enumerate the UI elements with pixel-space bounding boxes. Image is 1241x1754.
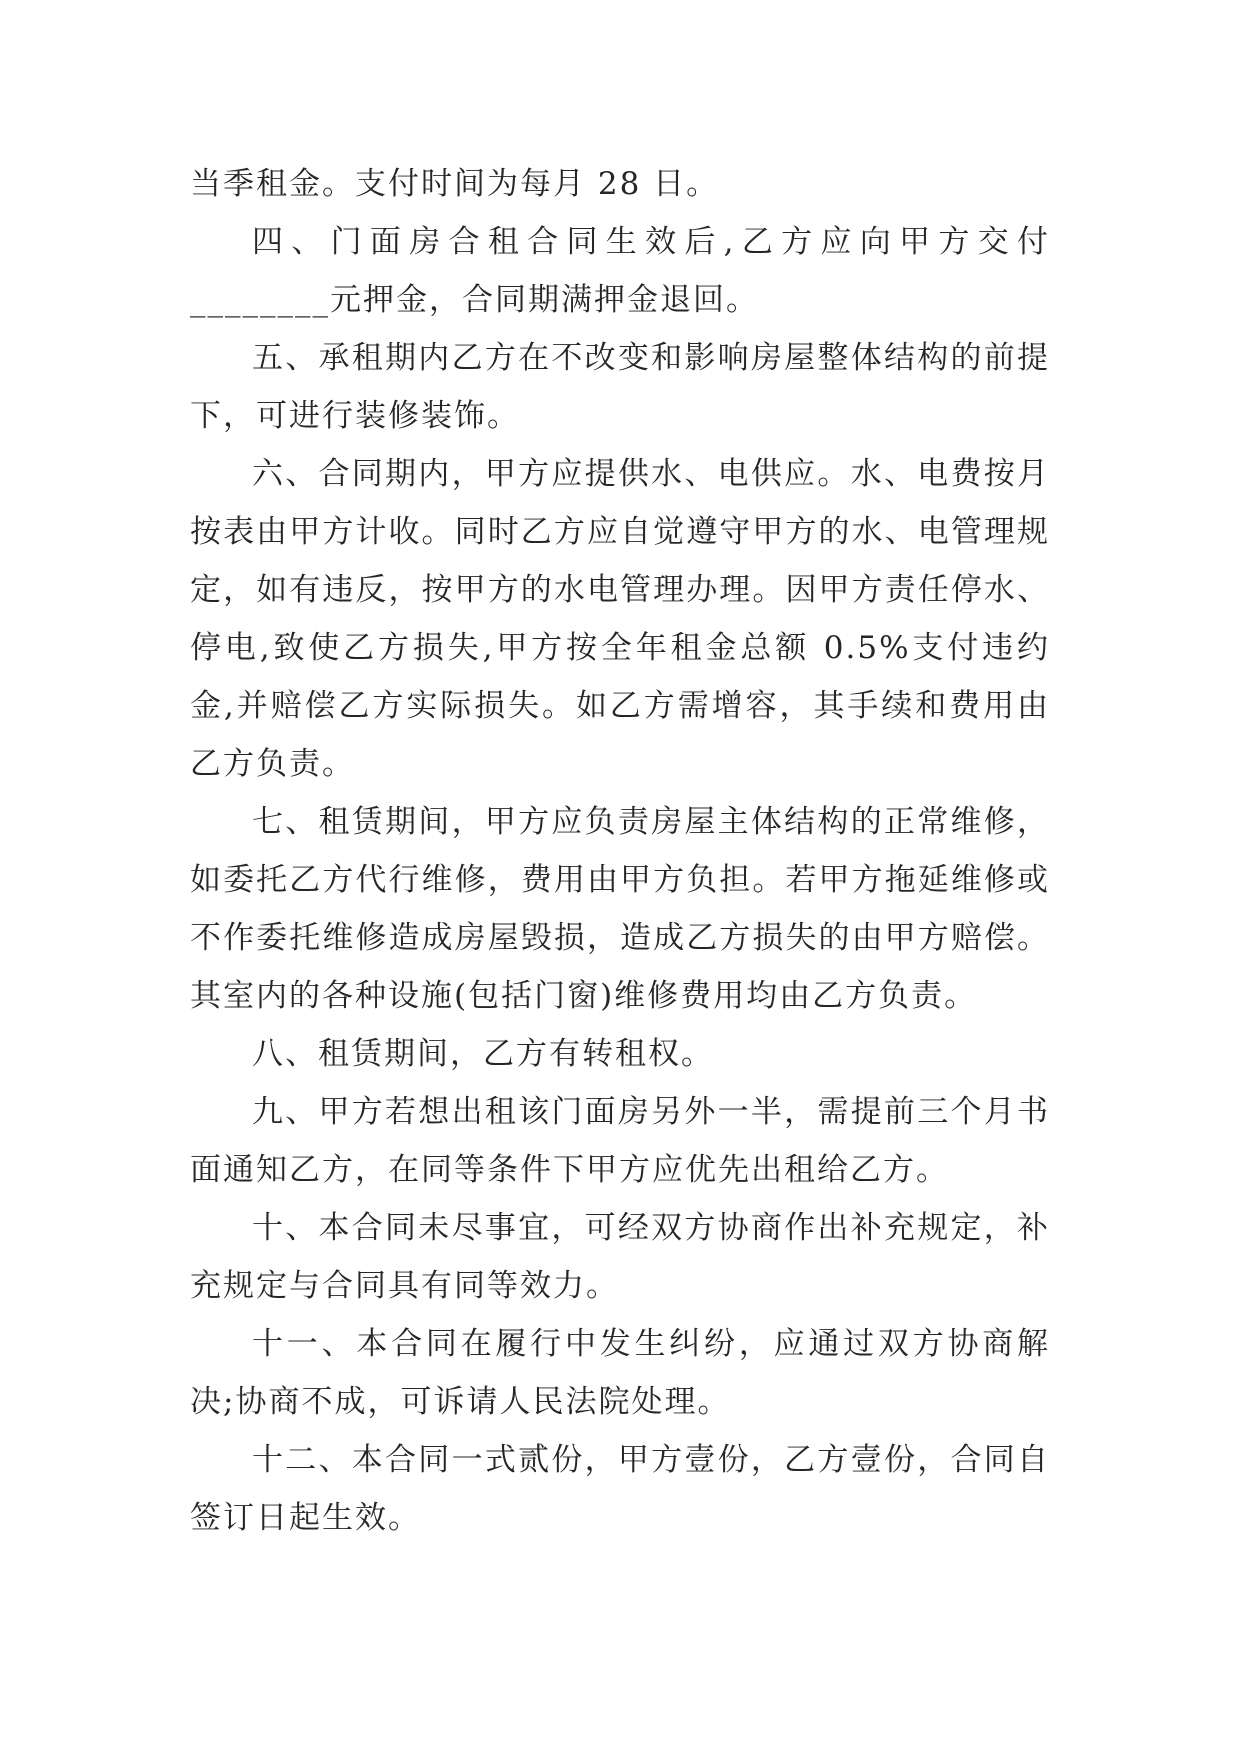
clause-9-priority: 九、甲方若想出租该门面房另外一半，需提前三个月书面通知乙方，在同等条件下甲方应优先出租给乙方。	[190, 1094, 1050, 1188]
document-body	[190, 155, 1050, 1547]
clause-7-maintenance: 七、租赁期间，甲方应负责房屋主体结构的正常维修，如委托乙方代行维修，费用由甲方负担。若甲方拖延维修或不作委托维修造成房屋毁损，造成乙方损失的由甲方赔偿。其室内的各种设施(包括门窗)维修费用均由乙方负责。	[190, 804, 1050, 1014]
clause-8-sublease: 八、租赁期间，乙方有转租权。	[252, 1036, 714, 1072]
clause-4-deposit: 四、门面房合租合同生效后,乙方应向甲方交付________元押金，合同期满押金退回。	[190, 224, 1050, 318]
clause-11-disputes: 十一、本合同在履行中发生纠纷，应通过双方协商解决;协商不成，可诉请人民法院处理。	[190, 1326, 1050, 1420]
paragraph-rent-payment: 当季租金。支付时间为每月 28 日。	[190, 166, 720, 202]
clause-5-decoration: 五、承租期内乙方在不改变和影响房屋整体结构的前提下，可进行装修装饰。	[190, 340, 1050, 434]
clause-6-utilities: 六、合同期内，甲方应提供水、电供应。水、电费按月按表由甲方计收。同时乙方应自觉遵守甲方的水、电管理规定，如有违反，按甲方的水电管理办理。因甲方责任停水、停电,致使乙方损失,甲方按全年租金总额 0.5%支付违约金,并赔偿乙方实际损失。如乙方需增容，其手续和费用由乙方负责。	[190, 456, 1050, 782]
clause-10-supplement: 十、本合同未尽事宜，可经双方协商作出补充规定，补充规定与合同具有同等效力。	[190, 1210, 1050, 1304]
clause-12-copies: 十二、本合同一式贰份，甲方壹份，乙方壹份，合同自签订日起生效。	[190, 1442, 1050, 1536]
